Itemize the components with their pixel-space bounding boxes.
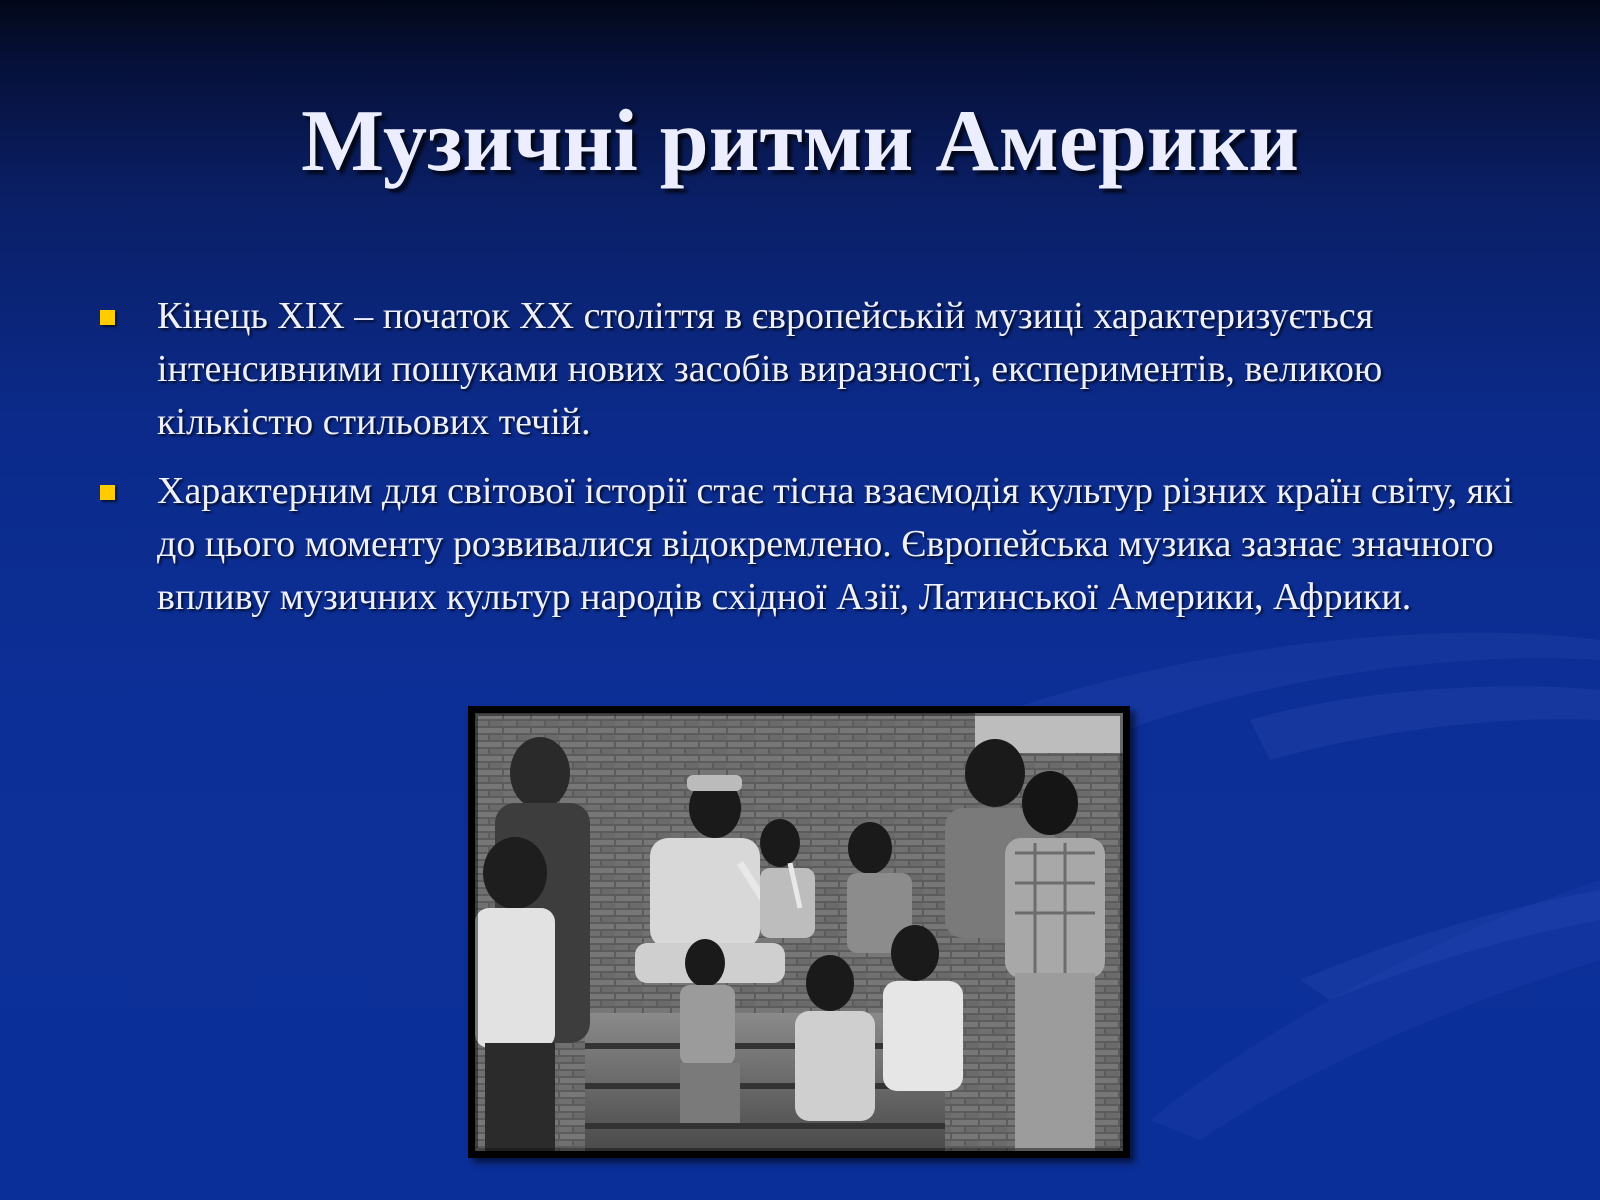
square-bullet-icon <box>100 310 115 325</box>
photo-frame <box>468 706 1130 1158</box>
bullet-list <box>96 290 1516 640</box>
square-bullet-icon <box>100 485 115 500</box>
bullet-item <box>96 465 1516 624</box>
photo-musicians-children-icon <box>475 713 1123 1151</box>
bullet-text: Характерним для світової історії стає тісна взаємодія культур різних країн світу, які до цього моменту розвивалися відокремлено. Європейська музика зазнає значного впливу музичних культур народів східної Азії, Латинської Америки, Африки. <box>157 470 1514 618</box>
bullet-item <box>96 290 1516 449</box>
bullet-text: Кінець XIX – початок XX століття в європейській музиці характеризується інтенсивними пошуками нових засобів виразності, експериментів, великою кількістю стильових течій. <box>157 295 1383 443</box>
slide-title: Музичні ритми Америки <box>301 93 1299 190</box>
